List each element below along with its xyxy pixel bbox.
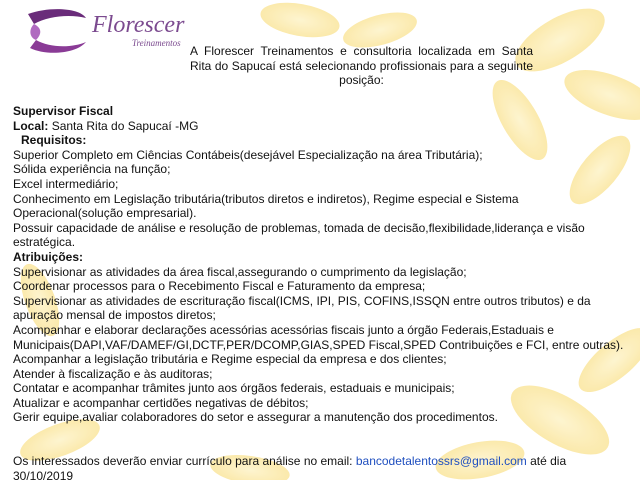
list-item: Supervisionar as atividades da área fiscal,assegurando o cumprimento da legislação; — [13, 264, 467, 279]
atribuicoes-list — [13, 265, 625, 426]
job-posting — [13, 104, 625, 425]
list-item: Coordenar processos para o Recebimento Fiscal e Faturamento da empresa; — [13, 279, 426, 294]
list-item: Conhecimento em Legislação tributária(tributos diretos e indiretos), Regime especial e Sistema Operacional(solução empresarial). — [13, 191, 519, 221]
florescer-logo — [20, 4, 216, 58]
job-title: Supervisor Fiscal — [13, 104, 114, 118]
list-item: Superior Completo em Ciências Contábeis(desejável Especialização na área Tributária); — [13, 147, 483, 162]
requisitos-list — [13, 148, 625, 250]
location-label: Local: — [13, 118, 49, 133]
list-item: Possuir capacidade de análise e resolução de problemas, tomada de decisão,flexibilidade,liderança e visão estratégica. — [13, 220, 585, 250]
footer-text-before: Os interessados deverão enviar currículo para análise no email: — [13, 454, 356, 468]
list-item: Acompanhar e elaborar declarações acessórias acessórias fiscais junto a órgão Federais,Estaduais e Municipais(DAPI,VAF/DAMEF/GI,DCTF,PER/DCOMP,GIAS,SPED Fiscal,SPED Contribuições e FCI, entre outras). — [13, 322, 624, 352]
atribuicoes-heading: Atribuições: — [13, 249, 84, 264]
job-location — [13, 119, 625, 134]
list-item: Gerir equipe,avaliar colaboradores do setor e assegurar a manutenção dos procedimentos. — [13, 410, 498, 425]
footer-deadline-text: até dia 30/10/2019 — [13, 454, 567, 483]
list-item: Excel intermediário; — [13, 176, 119, 191]
list-item: Sólida experiência na função; — [13, 162, 171, 177]
list-item: Supervisionar as atividades de escrituração fiscal(ICMS, IPI, PIS, COFINS,ISSQN entre outros tributos) e da apuração mensal de impostos diretos; — [13, 293, 591, 323]
requisitos-heading: Requisitos: — [21, 133, 87, 148]
list-item: Contatar e acompanhar trâmites junto aos órgãos federais, estaduais e municipais; — [13, 381, 455, 396]
contact-email-link[interactable]: bancodetalentossrs@gmail.com — [355, 454, 527, 468]
logo-brand-text: Florescer — [92, 12, 185, 38]
list-item: Atualizar e acompanhar certidões negativas de débitos; — [13, 395, 309, 410]
location-value: Santa Rita do Sapucaí -MG — [51, 118, 199, 133]
list-item: Atender à fiscalização e às auditoras; — [13, 366, 213, 381]
logo-subtitle-text: Treinamentos — [132, 38, 181, 48]
intro-paragraph: A Florescer Treinamentos e consultoria localizada em Santa Rita do Sapucaí está selecionando profissionais para a seguinte posição: — [190, 44, 533, 87]
list-item: Acompanhar a legislação tributária e Regime especial da empresa e dos clientes; — [13, 352, 447, 367]
application-instructions — [13, 454, 625, 483]
